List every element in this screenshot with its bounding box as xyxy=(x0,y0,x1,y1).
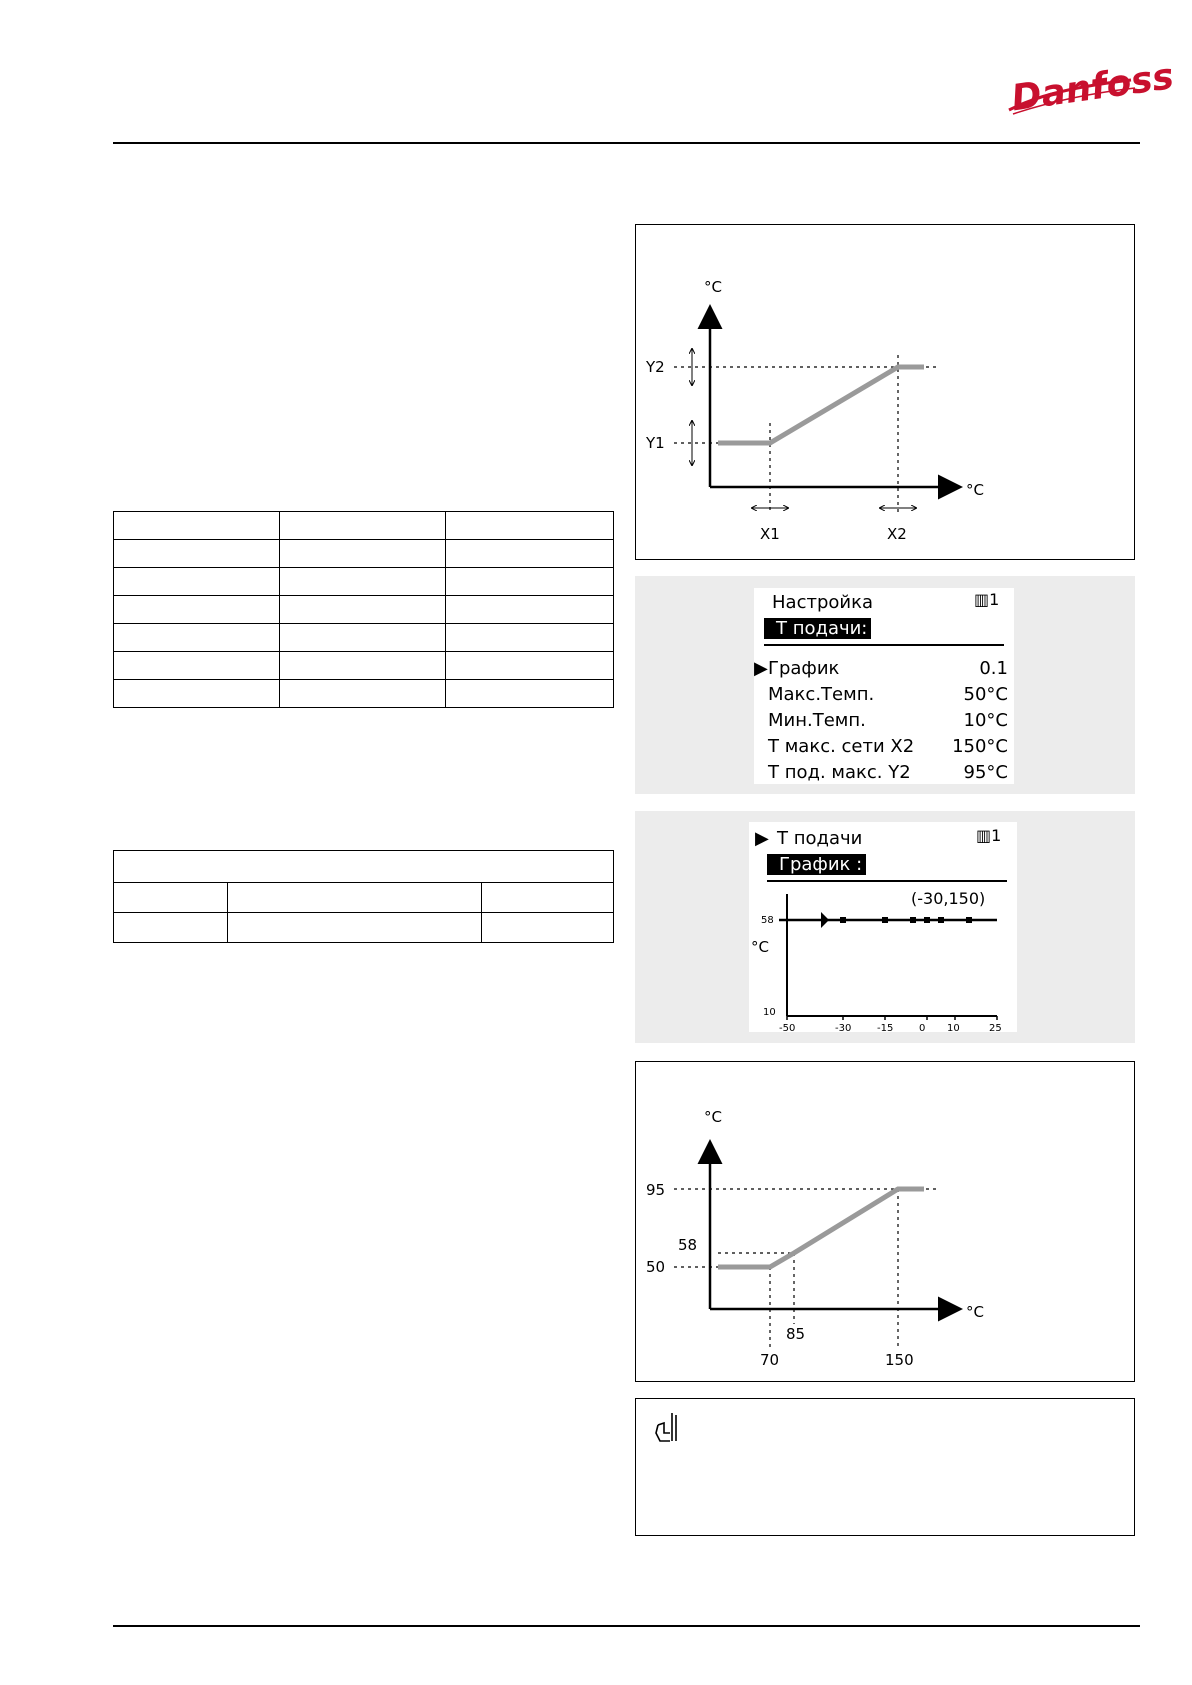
x-tick-150: 150 xyxy=(885,1351,914,1369)
menu-value-min-temp: 10°C xyxy=(963,710,1008,731)
menu-value-max-network-temp: 150°C xyxy=(952,736,1008,757)
menu-item-graph[interactable]: График xyxy=(768,658,840,679)
menu-value-graph: 0.1 xyxy=(979,658,1008,679)
curve-point xyxy=(966,917,972,923)
x-tick-label: 10 xyxy=(947,1023,960,1034)
lcd-settings-panel xyxy=(635,576,1135,794)
lcd-graph-screen xyxy=(749,822,1017,1032)
radiator-icon: ▥ xyxy=(974,590,990,609)
lcd-section: Т подачи: xyxy=(764,618,871,639)
circuit-indicator: ▥1 xyxy=(974,590,1000,609)
pointing-hand-icon xyxy=(652,1411,682,1445)
x-tick-label: 0 xyxy=(919,1023,926,1034)
table-row xyxy=(114,851,614,883)
x-tick-85: 85 xyxy=(786,1325,806,1343)
x1-label: X1 xyxy=(760,525,780,543)
limit-curve xyxy=(718,1189,924,1267)
lcd-curve-chart xyxy=(749,884,1017,1032)
y2-label: Y2 xyxy=(646,358,665,376)
generic-limit-chart xyxy=(636,225,1136,561)
x-tick-label: -15 xyxy=(877,1023,894,1034)
lcd-screen xyxy=(754,588,1014,784)
table-row xyxy=(114,540,614,568)
svg-text:Danfoss: Danfoss xyxy=(1009,56,1177,120)
table-row xyxy=(114,680,614,708)
menu-value-max-temp: 50°C xyxy=(963,684,1008,705)
x-tick-label: -50 xyxy=(779,1023,796,1034)
selection-arrow-icon: ▶ xyxy=(755,828,769,849)
curve-point xyxy=(840,917,846,923)
menu-item-max-temp[interactable]: Макс.Темп. xyxy=(768,684,875,705)
x-axis-label: °C xyxy=(966,481,984,499)
selection-arrow-icon: ▶ xyxy=(754,658,768,679)
table-row xyxy=(114,913,614,943)
lcd2-title: Т подачи xyxy=(777,828,863,849)
lcd-graph-panel xyxy=(635,811,1135,1043)
cursor-coordinate: (-30,150) xyxy=(911,889,986,908)
table-row xyxy=(114,512,614,540)
example-limit-chart xyxy=(636,1062,1136,1383)
table-row xyxy=(114,624,614,652)
x-tick-70: 70 xyxy=(760,1351,780,1369)
x-axis-label: °C xyxy=(966,1303,984,1321)
parameter-table xyxy=(113,511,614,708)
chart-panel-example xyxy=(635,1061,1135,1382)
y-tick-58: 58 xyxy=(678,1236,698,1254)
table-row xyxy=(114,883,614,913)
x-tick-label: 25 xyxy=(989,1023,1002,1034)
x2-label: X2 xyxy=(887,525,907,543)
y-unit-label: °C xyxy=(751,938,769,956)
y-axis-label: °C xyxy=(704,278,722,296)
limit-curve xyxy=(718,367,924,443)
chart-panel-generic xyxy=(635,224,1135,560)
menu-item-min-temp[interactable]: Мин.Темп. xyxy=(768,710,866,731)
curve-point xyxy=(910,917,916,923)
menu-value-max-flow-temp: 95°C xyxy=(963,762,1008,783)
note-panel xyxy=(635,1398,1135,1536)
y-tick-50: 50 xyxy=(646,1258,666,1276)
curve-point xyxy=(882,917,888,923)
lcd2-section: График : xyxy=(767,854,866,875)
cursor-marker-icon xyxy=(821,912,829,928)
lcd-title: Настройка xyxy=(772,592,873,613)
y-tick-58: 58 xyxy=(761,915,774,926)
danfoss-logo xyxy=(1003,56,1177,120)
x-tick-label: -30 xyxy=(835,1023,852,1034)
radiator-icon: ▥ xyxy=(976,826,992,845)
table-row xyxy=(114,596,614,624)
y-tick-10: 10 xyxy=(763,1007,776,1018)
y1-label: Y1 xyxy=(646,434,665,452)
table-row xyxy=(114,568,614,596)
header-rule xyxy=(113,142,1140,144)
y-axis-label: °C xyxy=(704,1108,722,1126)
menu-item-max-network-temp[interactable]: Т макс. сети X2 xyxy=(768,736,915,757)
footer-rule xyxy=(113,1625,1140,1627)
setting-table xyxy=(113,850,614,943)
menu-item-max-flow-temp[interactable]: Т под. макс. Y2 xyxy=(768,762,911,783)
table-row xyxy=(114,652,614,680)
circuit-indicator: ▥1 xyxy=(976,826,1002,845)
curve-point xyxy=(938,917,944,923)
y-tick-95: 95 xyxy=(646,1181,666,1199)
curve-point xyxy=(924,917,930,923)
